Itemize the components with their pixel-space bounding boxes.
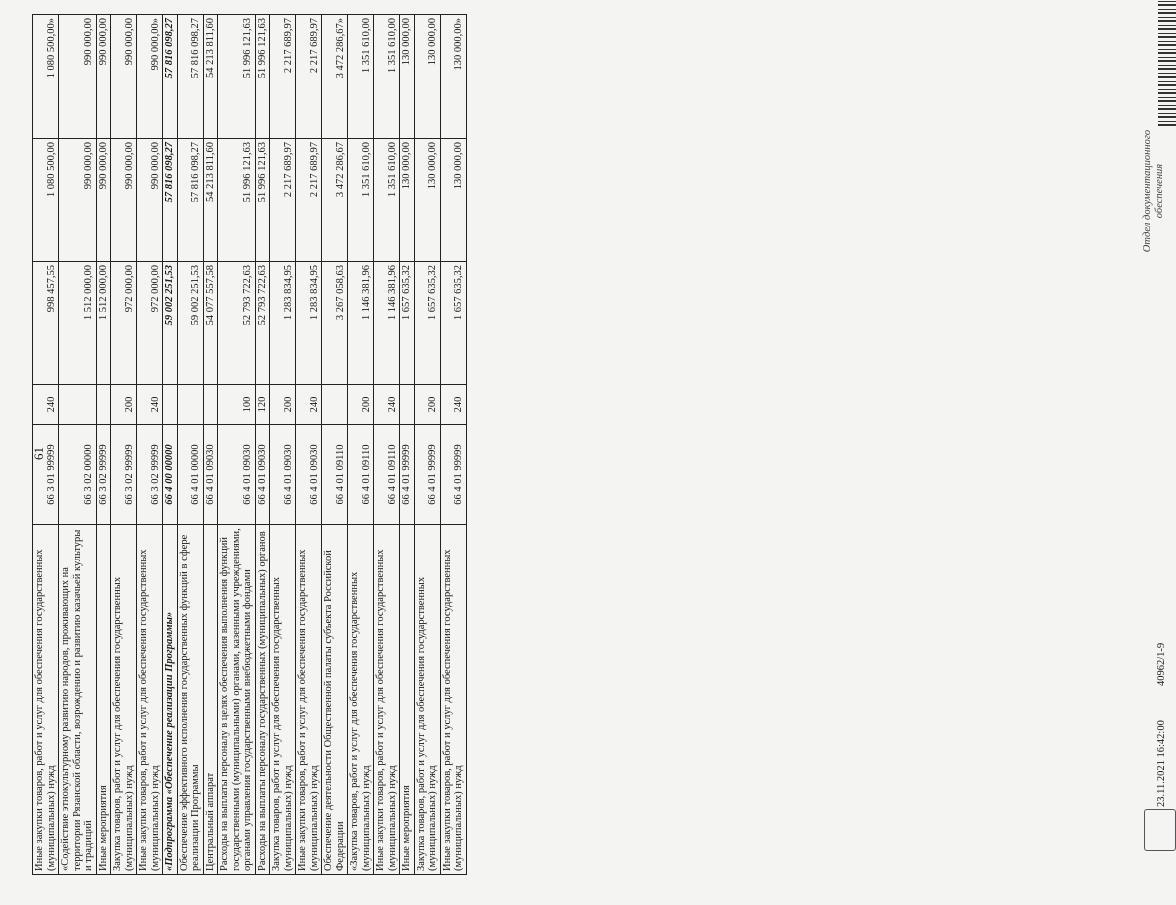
table-row	[414, 15, 440, 875]
row-name: «Закупка товаров, работ и услуг для обеспечения государственных (муниципальных) нужд	[348, 525, 374, 875]
table-row	[270, 15, 296, 875]
table-row	[374, 15, 400, 875]
page-number: 61	[31, 447, 46, 460]
row-value-2021: 1 512 000,00	[59, 262, 97, 385]
row-code: 66 4 01 09110	[348, 425, 374, 525]
row-vr	[203, 385, 218, 425]
row-value-2021: 1 283 834,95	[296, 262, 322, 385]
row-value-2021: 1 146 381,96	[374, 262, 400, 385]
table-row	[111, 15, 137, 875]
row-value-2022: 57 816 098,27	[177, 139, 203, 262]
row-value-2023: 57 816 098,27	[177, 15, 203, 139]
row-vr: 240	[296, 385, 322, 425]
row-name: Центральный аппарат	[203, 525, 218, 875]
table-row	[137, 15, 163, 875]
row-value-2022: 2 217 689,97	[270, 139, 296, 262]
row-value-2023: 130 000,00	[400, 15, 415, 139]
row-name: Иные мероприятия	[400, 525, 415, 875]
row-value-2022: 990 000,00	[137, 139, 163, 262]
row-value-2021: 1 512 000,00	[96, 262, 111, 385]
row-code: 66 4 01 09030	[296, 425, 322, 525]
row-code: 66 3 02 99999	[96, 425, 111, 525]
row-code: 66 4 01 99999	[400, 425, 415, 525]
row-name: Расходы на выплаты персоналу государственных (муниципальных) органов	[255, 525, 270, 875]
table-row	[348, 15, 374, 875]
table-row	[203, 15, 218, 875]
row-value-2022: 1 351 610,00	[348, 139, 374, 262]
budget-table	[32, 14, 467, 875]
row-value-2022: 990 000,00	[59, 139, 97, 262]
row-vr	[163, 385, 178, 425]
row-vr: 100	[218, 385, 256, 425]
row-name: Закупка товаров, работ и услуг для обеспечения государственных (муниципальных) нужд	[111, 525, 137, 875]
row-code: 66 4 01 99999	[414, 425, 440, 525]
row-value-2022: 54 213 811,60	[203, 139, 218, 262]
row-value-2022: 1 080 500,00	[33, 139, 59, 262]
row-value-2021: 972 000,00	[137, 262, 163, 385]
row-value-2021: 54 077 557,58	[203, 262, 218, 385]
row-code: 66 4 01 09030	[270, 425, 296, 525]
row-value-2023: 1 080 500,00»	[33, 15, 59, 139]
row-value-2023: 1 351 610,00	[374, 15, 400, 139]
row-code: 66 3 02 99999	[137, 425, 163, 525]
rotated-content	[26, 5, 1167, 885]
row-vr	[322, 385, 348, 425]
row-vr: 200	[348, 385, 374, 425]
table-row	[296, 15, 322, 875]
row-value-2022: 51 996 121,63	[255, 139, 270, 262]
row-value-2021: 1 146 381,96	[348, 262, 374, 385]
table-row	[440, 15, 466, 875]
row-value-2023: 54 213 811,60	[203, 15, 218, 139]
row-value-2023: 990 000,00	[59, 15, 97, 139]
row-value-2022: 990 000,00	[96, 139, 111, 262]
row-code: 66 4 01 09110	[374, 425, 400, 525]
row-value-2023: 1 351 610,00	[348, 15, 374, 139]
row-name: Иные мероприятия	[96, 525, 111, 875]
table-row	[322, 15, 348, 875]
row-name: Расходы на выплаты персоналу в целях обеспечения выполнения функций государственными (муниципальными) органами, казенными учреждениями, органами управления государственными внебюджетными фондами	[218, 525, 256, 875]
row-code: 66 4 01 09030	[218, 425, 256, 525]
row-value-2023: 51 996 121,63	[255, 15, 270, 139]
row-vr: 240	[137, 385, 163, 425]
stamp-logo	[1144, 809, 1176, 851]
row-value-2021: 972 000,00	[111, 262, 137, 385]
row-value-2021: 1 657 635,32	[414, 262, 440, 385]
row-name: «Содействие этнокультурному развитию народов, проживающих на территории Рязанской области, возрождению и развитию казачьей культуры и традиций	[59, 525, 97, 875]
row-value-2023: 3 472 286,67»	[322, 15, 348, 139]
row-vr: 240	[374, 385, 400, 425]
row-vr: 200	[270, 385, 296, 425]
row-vr: 240	[33, 385, 59, 425]
row-value-2022: 1 351 610,00	[374, 139, 400, 262]
row-name: Иные закупки товаров, работ и услуг для обеспечения государственных (муниципальных) нужд	[296, 525, 322, 875]
row-value-2021: 52 793 722,63	[218, 262, 256, 385]
table-row	[96, 15, 111, 875]
row-value-2022: 130 000,00	[440, 139, 466, 262]
row-name: Обеспечение эффективного исполнения государственных функций в сфере реализации Программы	[177, 525, 203, 875]
table-row	[255, 15, 270, 875]
table-row	[33, 15, 59, 875]
row-value-2021: 3 267 058,63	[322, 262, 348, 385]
row-value-2022: 990 000,00	[111, 139, 137, 262]
row-vr: 200	[111, 385, 137, 425]
budget-table-body	[33, 15, 467, 875]
row-value-2023: 990 000,00»	[137, 15, 163, 139]
row-value-2021: 59 002 251,53	[177, 262, 203, 385]
row-name: Закупка товаров, работ и услуг для обеспечения государственных (муниципальных) нужд	[414, 525, 440, 875]
row-value-2022: 2 217 689,97	[296, 139, 322, 262]
table-row	[163, 15, 178, 875]
table-row	[177, 15, 203, 875]
table-row	[59, 15, 97, 875]
department-stamp: Отдел документационного обеспечения	[1142, 129, 1165, 253]
row-code: 66 3 02 00000	[59, 425, 97, 525]
row-value-2023: 130 000,00»	[440, 15, 466, 139]
row-code: 66 4 01 09110	[322, 425, 348, 525]
row-code: 66 4 01 09030	[255, 425, 270, 525]
row-value-2023: 990 000,00	[96, 15, 111, 139]
row-vr	[400, 385, 415, 425]
table-row	[400, 15, 415, 875]
footer-datetime: 23.11.2021 16:42:00	[1156, 720, 1167, 807]
row-name: Обеспечение деятельности Общественной палаты субъекта Российской Федерации	[322, 525, 348, 875]
row-value-2023: 57 816 098,27	[163, 15, 178, 139]
row-vr: 240	[440, 385, 466, 425]
row-code: 66 3 01 99999	[33, 425, 59, 525]
row-value-2021: 998 457,55	[33, 262, 59, 385]
table-row	[218, 15, 256, 875]
footer-doc-id: 40962/1-9	[1156, 642, 1167, 686]
row-name: «Подпрограмма «Обеспечение реализации Программы»	[163, 525, 178, 875]
row-value-2021: 52 793 722,63	[255, 262, 270, 385]
row-name: Иные закупки товаров, работ и услуг для обеспечения государственных (муниципальных) нужд	[33, 525, 59, 875]
row-name: Иные закупки товаров, работ и услуг для обеспечения государственных (муниципальных) нужд	[374, 525, 400, 875]
row-value-2022: 3 472 286,67	[322, 139, 348, 262]
row-code: 66 4 01 00000	[177, 425, 203, 525]
row-vr	[59, 385, 97, 425]
row-vr: 120	[255, 385, 270, 425]
row-value-2023: 2 217 689,97	[296, 15, 322, 139]
row-value-2022: 130 000,00	[400, 139, 415, 262]
row-value-2023: 51 996 121,63	[218, 15, 256, 139]
row-name: Иные закупки товаров, работ и услуг для обеспечения государственных (муниципальных) нужд	[137, 525, 163, 875]
row-value-2021: 1 283 834,95	[270, 262, 296, 385]
row-code: 66 4 00 00000	[163, 425, 178, 525]
row-vr	[96, 385, 111, 425]
barcode	[1158, 0, 1176, 126]
row-code: 66 3 02 99999	[111, 425, 137, 525]
row-value-2021: 1 657 635,32	[440, 262, 466, 385]
row-code: 66 4 01 09030	[203, 425, 218, 525]
row-name: Закупка товаров, работ и услуг для обеспечения государственных (муниципальных) нужд	[270, 525, 296, 875]
row-vr	[177, 385, 203, 425]
row-value-2022: 130 000,00	[414, 139, 440, 262]
row-value-2022: 51 996 121,63	[218, 139, 256, 262]
row-value-2021: 59 002 251,53	[163, 262, 178, 385]
row-value-2023: 130 000,00	[414, 15, 440, 139]
row-value-2023: 2 217 689,97	[270, 15, 296, 139]
row-value-2023: 990 000,00	[111, 15, 137, 139]
row-value-2021: 1 657 635,32	[400, 262, 415, 385]
row-value-2022: 57 816 098,27	[163, 139, 178, 262]
row-name: Иные закупки товаров, работ и услуг для обеспечения государственных (муниципальных) нужд	[440, 525, 466, 875]
row-code: 66 4 01 99999	[440, 425, 466, 525]
row-vr: 200	[414, 385, 440, 425]
